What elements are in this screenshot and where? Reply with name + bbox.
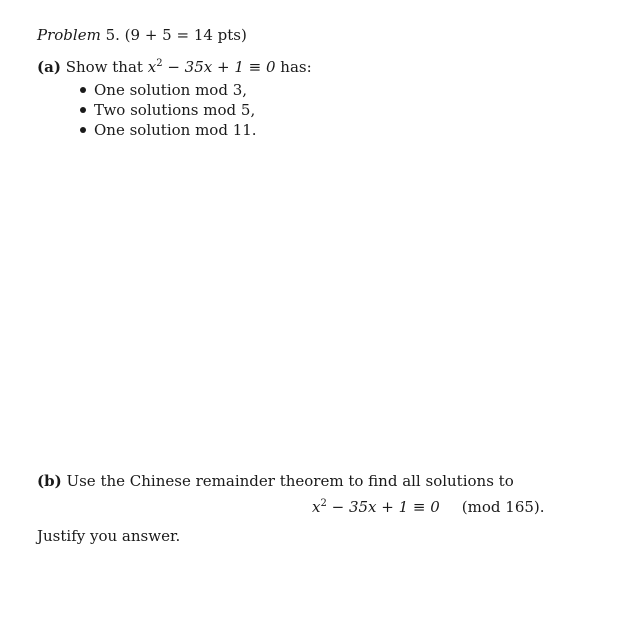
bullet-text: Two solutions mod 5, <box>94 101 256 119</box>
list-item <box>80 80 257 100</box>
part-b-label: (b) <box>37 472 62 490</box>
problem-title <box>37 26 247 44</box>
part-b-display-equation <box>312 498 545 516</box>
part-a-intro: Show that <box>65 58 143 76</box>
part-b-statement <box>37 472 514 490</box>
problem-points: (9 + 5 = 14 pts) <box>124 26 247 44</box>
part-a-exponent: 2 <box>156 58 163 69</box>
part-b-text: Use the Chinese remainder theorem to find all solutions to <box>66 472 514 490</box>
bullet-text: One solution mod 11. <box>94 121 257 139</box>
part-a-statement <box>37 58 312 76</box>
list-item <box>80 120 257 140</box>
part-a-equation-rest: − 35x + 1 ≡ 0 <box>162 58 276 76</box>
part-b-equation-rest: − 35x + 1 ≡ 0 <box>326 498 440 516</box>
part-b-var: x <box>312 498 321 516</box>
bullet-icon <box>80 107 86 113</box>
problem-label: Problem <box>37 26 101 44</box>
part-a-equation <box>148 58 276 76</box>
bullet-icon <box>80 87 86 93</box>
part-b-modulus: (mod 165). <box>461 498 545 516</box>
part-b-equation <box>312 498 440 516</box>
bullet-icon <box>80 127 86 133</box>
part-a-label: (a) <box>37 58 61 76</box>
problem-number: 5. <box>105 26 120 44</box>
part-b-justify: Justify you answer. <box>37 527 181 545</box>
bullet-text: One solution mod 3, <box>94 81 248 99</box>
part-a-bullet-list <box>80 80 257 140</box>
part-b-exponent: 2 <box>320 498 327 509</box>
part-a-has: has: <box>275 58 312 76</box>
list-item <box>80 100 257 120</box>
part-a-var: x <box>147 58 157 76</box>
